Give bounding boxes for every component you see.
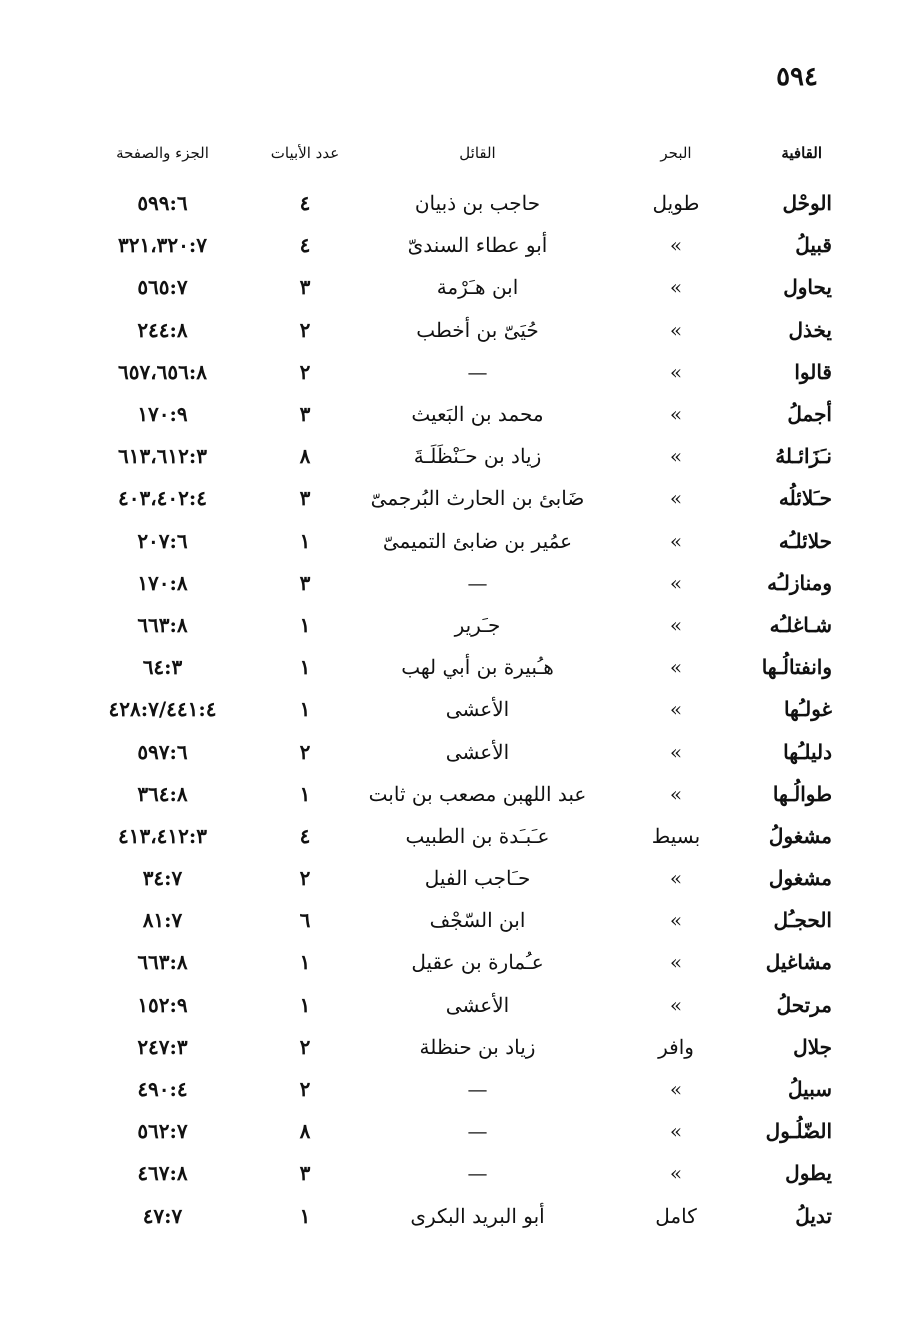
rhyme-cell: الضّلُـول <box>765 1119 832 1144</box>
poet-cell: — <box>467 1119 488 1144</box>
verse-count-cell: ١ <box>299 655 311 680</box>
volume-page-cell: ٤٢٨:٧/٤٤١:٤ <box>108 697 217 722</box>
poet-cell: هـُبيرة بن أبي لهب <box>401 655 554 680</box>
meter-cell: » <box>669 1161 683 1186</box>
poet-cell: زياد بن حنظلة <box>419 1034 536 1059</box>
table-row <box>80 1110 840 1152</box>
meter-cell: » <box>669 233 683 258</box>
poet-cell: زياد بن حـَنْظَلَـةَ <box>413 444 542 469</box>
rhyme-cell: مشاغيل <box>765 950 832 975</box>
header-ref: الجزء والصفحة <box>116 144 209 162</box>
volume-page-cell: ٦١٣،٦١٢:٣ <box>117 444 208 469</box>
rhyme-cell: غولـُها <box>783 697 832 722</box>
volume-page-cell: ٦٦٣:٨ <box>137 950 188 975</box>
volume-page-cell: ٥٦٢:٧ <box>137 1119 188 1144</box>
table-row <box>80 562 840 604</box>
volume-page-cell: ٤٠٣،٤٠٢:٤ <box>117 486 208 511</box>
volume-page-cell: ٦٥٧،٦٥٦:٨ <box>117 359 208 384</box>
rhyme-cell: قبيلُ <box>795 233 832 258</box>
poet-cell: ضَابئ بن الحارث البُرجمىّ <box>370 486 585 511</box>
table-row <box>80 688 840 730</box>
rhyme-cell: وانفتالُـها <box>761 655 832 680</box>
header-bahr: البحر <box>660 144 692 162</box>
meter-cell: » <box>669 655 683 680</box>
table-row <box>80 351 840 393</box>
table-row <box>80 309 840 351</box>
table-header <box>80 140 840 166</box>
header-qail: القائل <box>459 144 496 162</box>
volume-page-cell: ٨١:٧ <box>142 908 183 933</box>
rhyme-cell: حـَلائلُه <box>778 486 832 511</box>
meter-cell: وافر <box>658 1034 694 1059</box>
table-row <box>80 730 840 772</box>
volume-page-cell: ٢٤٤:٨ <box>137 317 188 342</box>
verse-count-cell: ١ <box>299 528 311 553</box>
table-body <box>80 182 840 1237</box>
rhyme-cell: مشغول <box>768 866 832 891</box>
volume-page-cell: ٦٦٣:٨ <box>137 612 188 637</box>
table-row <box>80 1026 840 1068</box>
meter-cell: » <box>669 950 683 975</box>
table-row <box>80 182 840 224</box>
verse-count-cell: ٢ <box>299 866 311 891</box>
verse-count-cell: ١ <box>299 992 311 1017</box>
volume-page-cell: ٣٤:٧ <box>142 866 183 891</box>
poet-cell: — <box>467 1161 488 1186</box>
poet-cell: حُيَىّ بن أخطب <box>416 317 539 342</box>
verse-count-cell: ١ <box>299 950 311 975</box>
header-qafiya: القافية <box>781 144 822 162</box>
poet-cell: عـَبـَدة بن الطبيب <box>405 823 550 848</box>
rhyme-cell: مشغولُ <box>768 823 832 848</box>
table-row <box>80 857 840 899</box>
verse-count-cell: ٣ <box>299 486 311 511</box>
verse-count-cell: ٣ <box>299 1161 311 1186</box>
poet-cell: عـُمارة بن عقيل <box>411 950 544 975</box>
poet-cell: محمد بن البَعيث <box>411 402 544 427</box>
meter-cell: » <box>669 528 683 553</box>
poet-cell: — <box>467 570 488 595</box>
verse-count-cell: ١ <box>299 697 311 722</box>
rhyme-cell: تديلُ <box>795 1203 832 1228</box>
volume-page-cell: ٤٦٧:٨ <box>137 1161 188 1186</box>
rhyme-cell: دليلـُها <box>783 739 832 764</box>
meter-cell: بسيط <box>651 823 701 848</box>
rhyme-cell: نـَزَائـلهُ <box>775 444 832 469</box>
poet-cell: الأعشى <box>445 697 510 722</box>
volume-page-cell: ٤٧:٧ <box>142 1203 183 1228</box>
table-row <box>80 477 840 519</box>
verse-count-cell: ١ <box>299 612 311 637</box>
meter-cell: » <box>669 1119 683 1144</box>
meter-cell: » <box>669 781 683 806</box>
poet-cell: حاجب بن ذبيان <box>414 191 541 216</box>
meter-cell: » <box>669 908 683 933</box>
meter-cell: » <box>669 697 683 722</box>
volume-page-cell: ١٥٢:٩ <box>137 992 188 1017</box>
meter-cell: » <box>669 739 683 764</box>
meter-cell: » <box>669 992 683 1017</box>
meter-cell: » <box>669 1077 683 1102</box>
volume-page-cell: ٢٤٧:٣ <box>137 1034 188 1059</box>
rhyme-cell: حلائلـُه <box>778 528 832 553</box>
meter-cell: » <box>669 612 683 637</box>
rhyme-cell: يحاول <box>783 275 832 300</box>
table-row <box>80 984 840 1026</box>
table-row <box>80 604 840 646</box>
meter-cell: كامل <box>655 1203 697 1228</box>
volume-page-cell: ٤٩٠:٤ <box>137 1077 188 1102</box>
rhyme-cell: يخذل <box>788 317 832 342</box>
rhyme-cell: ومنازلـُه <box>767 570 832 595</box>
volume-page-cell: ٥٦٥:٧ <box>137 275 188 300</box>
table-row <box>80 773 840 815</box>
table-row <box>80 435 840 477</box>
volume-page-cell: ٥٩٧:٦ <box>137 739 188 764</box>
table-row <box>80 393 840 435</box>
poet-cell: ابن هـَرْمة <box>436 275 519 300</box>
meter-cell: » <box>669 444 683 469</box>
table-row <box>80 1068 840 1110</box>
verse-count-cell: ٣ <box>299 402 311 427</box>
volume-page-cell: ٣٢١،٣٢٠:٧ <box>117 233 208 258</box>
table-row <box>80 266 840 308</box>
poet-cell: عبد اللهبن مصعب بن ثابت <box>368 781 587 806</box>
meter-cell: طويل <box>652 191 700 216</box>
table-row <box>80 224 840 266</box>
verse-count-cell: ٢ <box>299 359 311 384</box>
table-row <box>80 815 840 857</box>
rhyme-cell: سبيلُ <box>788 1077 832 1102</box>
verse-count-cell: ٨ <box>299 444 311 469</box>
poet-cell: الأعشى <box>445 992 510 1017</box>
table-row <box>80 1152 840 1194</box>
verse-count-cell: ١ <box>299 1203 311 1228</box>
poet-cell: ابن السّجْف <box>429 908 526 933</box>
meter-cell: » <box>669 402 683 427</box>
poet-cell: — <box>467 1077 488 1102</box>
volume-page-cell: ٢٠٧:٦ <box>137 528 188 553</box>
rhyme-cell: الحجـُل <box>773 908 832 933</box>
table-row <box>80 1195 840 1237</box>
meter-cell: » <box>669 359 683 384</box>
verse-count-cell: ٢ <box>299 739 311 764</box>
table-row <box>80 520 840 562</box>
verse-count-cell: ٤ <box>299 191 311 216</box>
rhyme-cell: قالوا <box>794 359 832 384</box>
poet-cell: الأعشى <box>445 739 510 764</box>
meter-cell: » <box>669 866 683 891</box>
poet-cell: أبو عطاء السندىّ <box>407 233 548 258</box>
rhyme-cell: يطول <box>785 1161 832 1186</box>
rhyme-cell: أجملُ <box>787 402 832 427</box>
verse-count-cell: ٣ <box>299 275 311 300</box>
volume-page-cell: ١٧٠:٨ <box>137 570 188 595</box>
verse-count-cell: ٨ <box>299 1119 311 1144</box>
verse-count-cell: ٤ <box>299 233 311 258</box>
volume-page-cell: ٦٤:٣ <box>142 655 183 680</box>
meter-cell: » <box>669 317 683 342</box>
poet-cell: عمُير بن ضابئ التميمىّ <box>382 528 573 553</box>
meter-cell: » <box>669 570 683 595</box>
rhyme-cell: جلال <box>793 1034 832 1059</box>
poet-cell: حـَاجب الفيل <box>424 866 531 891</box>
poet-cell: — <box>467 359 488 384</box>
table-row <box>80 941 840 983</box>
verse-count-cell: ٤ <box>299 823 311 848</box>
meter-cell: » <box>669 275 683 300</box>
table-row <box>80 646 840 688</box>
poet-cell: جـَرير <box>454 612 501 637</box>
rhyme-cell: الوحْل <box>782 191 832 216</box>
verse-count-cell: ٣ <box>299 570 311 595</box>
meter-cell: » <box>669 486 683 511</box>
volume-page-cell: ١٧٠:٩ <box>137 402 188 427</box>
page-number: ٥٩٤ <box>776 62 818 92</box>
verse-count-cell: ١ <box>299 781 311 806</box>
volume-page-cell: ٤١٣،٤١٢:٣ <box>117 823 208 848</box>
verse-count-cell: ٢ <box>299 1077 311 1102</box>
volume-page-cell: ٣٦٤:٨ <box>137 781 188 806</box>
rhyme-cell: طوالُـها <box>772 781 832 806</box>
verse-count-cell: ٦ <box>299 908 311 933</box>
table-row <box>80 899 840 941</box>
verse-count-cell: ٢ <box>299 317 311 342</box>
header-abyat: عدد الأبيات <box>270 144 340 162</box>
rhyme-cell: شـاغلـُه <box>769 612 832 637</box>
poet-cell: أبو البريد البكرى <box>410 1203 545 1228</box>
volume-page-cell: ٥٩٩:٦ <box>137 191 188 216</box>
rhyme-cell: مرتحلُ <box>776 992 832 1017</box>
poetry-index-table <box>80 140 840 1237</box>
verse-count-cell: ٢ <box>299 1034 311 1059</box>
